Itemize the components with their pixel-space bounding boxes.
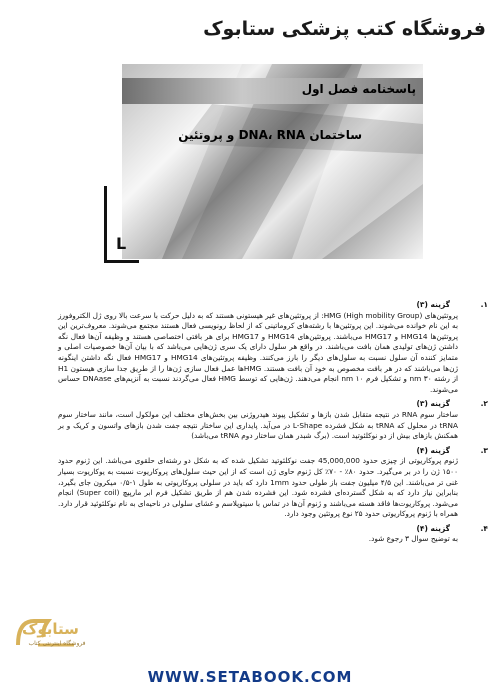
store-title: فروشگاه کتب پزشکی ستابوک (203, 18, 486, 40)
question-number: ۳. (480, 445, 488, 455)
answer-choice: گزینه (۴) (416, 445, 450, 455)
answer-item (58, 523, 488, 545)
chapter-label: پاسخنامه فصل اول (301, 82, 416, 96)
answer-list (58, 300, 488, 549)
answer-explanation: پروتئین‌های HMG (High mobility Group): از پروتئین‌های غیر هیستونی هستند که به دلیل حرکت با سرعت بالا روی ژل الکتروفورز به این نام خوانده می‌شوند. این پروتئین‌ها با رشته‌های کروماتینی که از لحاظ رونویسی فعال هستند مجتمع می‌شوند. معروف‌ترین این پروتئین‌ها HMG14 و HMG17 می‌باشند. پروتئین‌های HMG14 و HMG17 برای هر بافتی اختصاصی هستند و وظیفه آن‌ها فعال نگه داشتن ژن‌های تولیدی همان بافت می‌باشند. در واقع هر سلول دارای یک سری ژن‌هایی می‌باشد که با بیان آن‌ها خصوصیات اصلی و متمایز کننده آن سلول نسبت به سلول‌های دیگر را بارز می‌کنند. وظیفه پروتئین‌های HMG14 و HMG17 فعال نگه داشتن اینگونه ژن‌ها می‌باشند که در هر بافت مخصوص به خود آن بافت هستند. HMGها عمل فعال سازی ژن‌ها را از طریق جدا سازی هیستون H1 از رشته ۳۰ nm و تشکیل فرم ۱۰ nm انجام می‌دهند. ژن‌هایی که توسط HMG فعال می‌گردند نسبت به آنزیم‌های DNAase حساس می‌شوند. (58, 310, 458, 394)
chapter-subtitle: ساختمان DNA، RNA و پروتئین (178, 128, 362, 142)
chapter-badge: L (116, 234, 127, 253)
logo-wordmark: ستابوک (22, 620, 79, 638)
answer-item (58, 300, 488, 395)
answer-choice: گزینه (۳) (416, 300, 450, 309)
answer-item (58, 445, 488, 520)
question-number: ۲. (480, 399, 488, 409)
answer-explanation: به توضیح سوال ۳ رجوع شود. (368, 534, 458, 544)
answer-explanation: ساختار سوم RNA در نتیجه متقابل شدن بازها و تشکیل پیوند هیدروژنی بین بخش‌های مختلف این مولکول است، مانند ساختار سوم tRNA در محلول که tRNA به شکل فشرده L-Shape در می‌آید. پایداری این ساختار نتیجه جفت شدن بازهای واتسون و کریک و بر همکنش بازهای بیش از دو نوکلئوتید است. (برگ شبدر همان ساختار دوم tRNA می‌باشد) (58, 409, 458, 441)
question-number: ۴. (480, 523, 488, 533)
answer-choice: گزینه (۳) (416, 399, 450, 409)
answer-explanation: ژنوم پروکاریوتی از چیزی حدود 45,000,000 جفت نوکلئوتید تشکیل شده که به شکل دو رشته‌ای حلقوی می‌باشد. این ژنوم حدود ۱۵۰۰ ژن را در بر می‌گیرد. حدود ۸۰٪ - ۷۰٪ کل ژنوم حاوی ژن است که از این حیث سلول‌های پروکاریوت نسبت به یوکاریوت بسیار غنی تر می‌باشند. این ۴/۵ میلیون جفت باز طولی حدود 1mm دارد که باید در سلولی پروکاریوتی به طول ۱-۰/۵ میکرون جای بگیرد، بنابراین نیاز دارد که به شکل گسترده‌ای فشرده شود. این فشرده شدن هم از طریق تشکیل فرم ابر مارپیچ (Super coil) انجام می‌شود. پروکاریوت‌ها فاقد هسته می‌باشند و ژنوم آن‌ها در تماس با سیتوپلاسم و غشای سلولی در ناحیه‌ای به نام نوکلئوئید قرار دارد. همراه با ژنوم پروکاریوتی حدود ۲۵ نوع پروتئین وجود دارد. (58, 456, 458, 519)
question-number: ۱. (480, 300, 488, 309)
answer-choice: گزینه (۴) (416, 523, 450, 533)
logo-tagline: فروشگاه اینترنتی کتاب (28, 640, 86, 647)
answer-item (58, 399, 488, 441)
site-url-link[interactable]: WWW.SETABOOK.COM (147, 668, 353, 686)
